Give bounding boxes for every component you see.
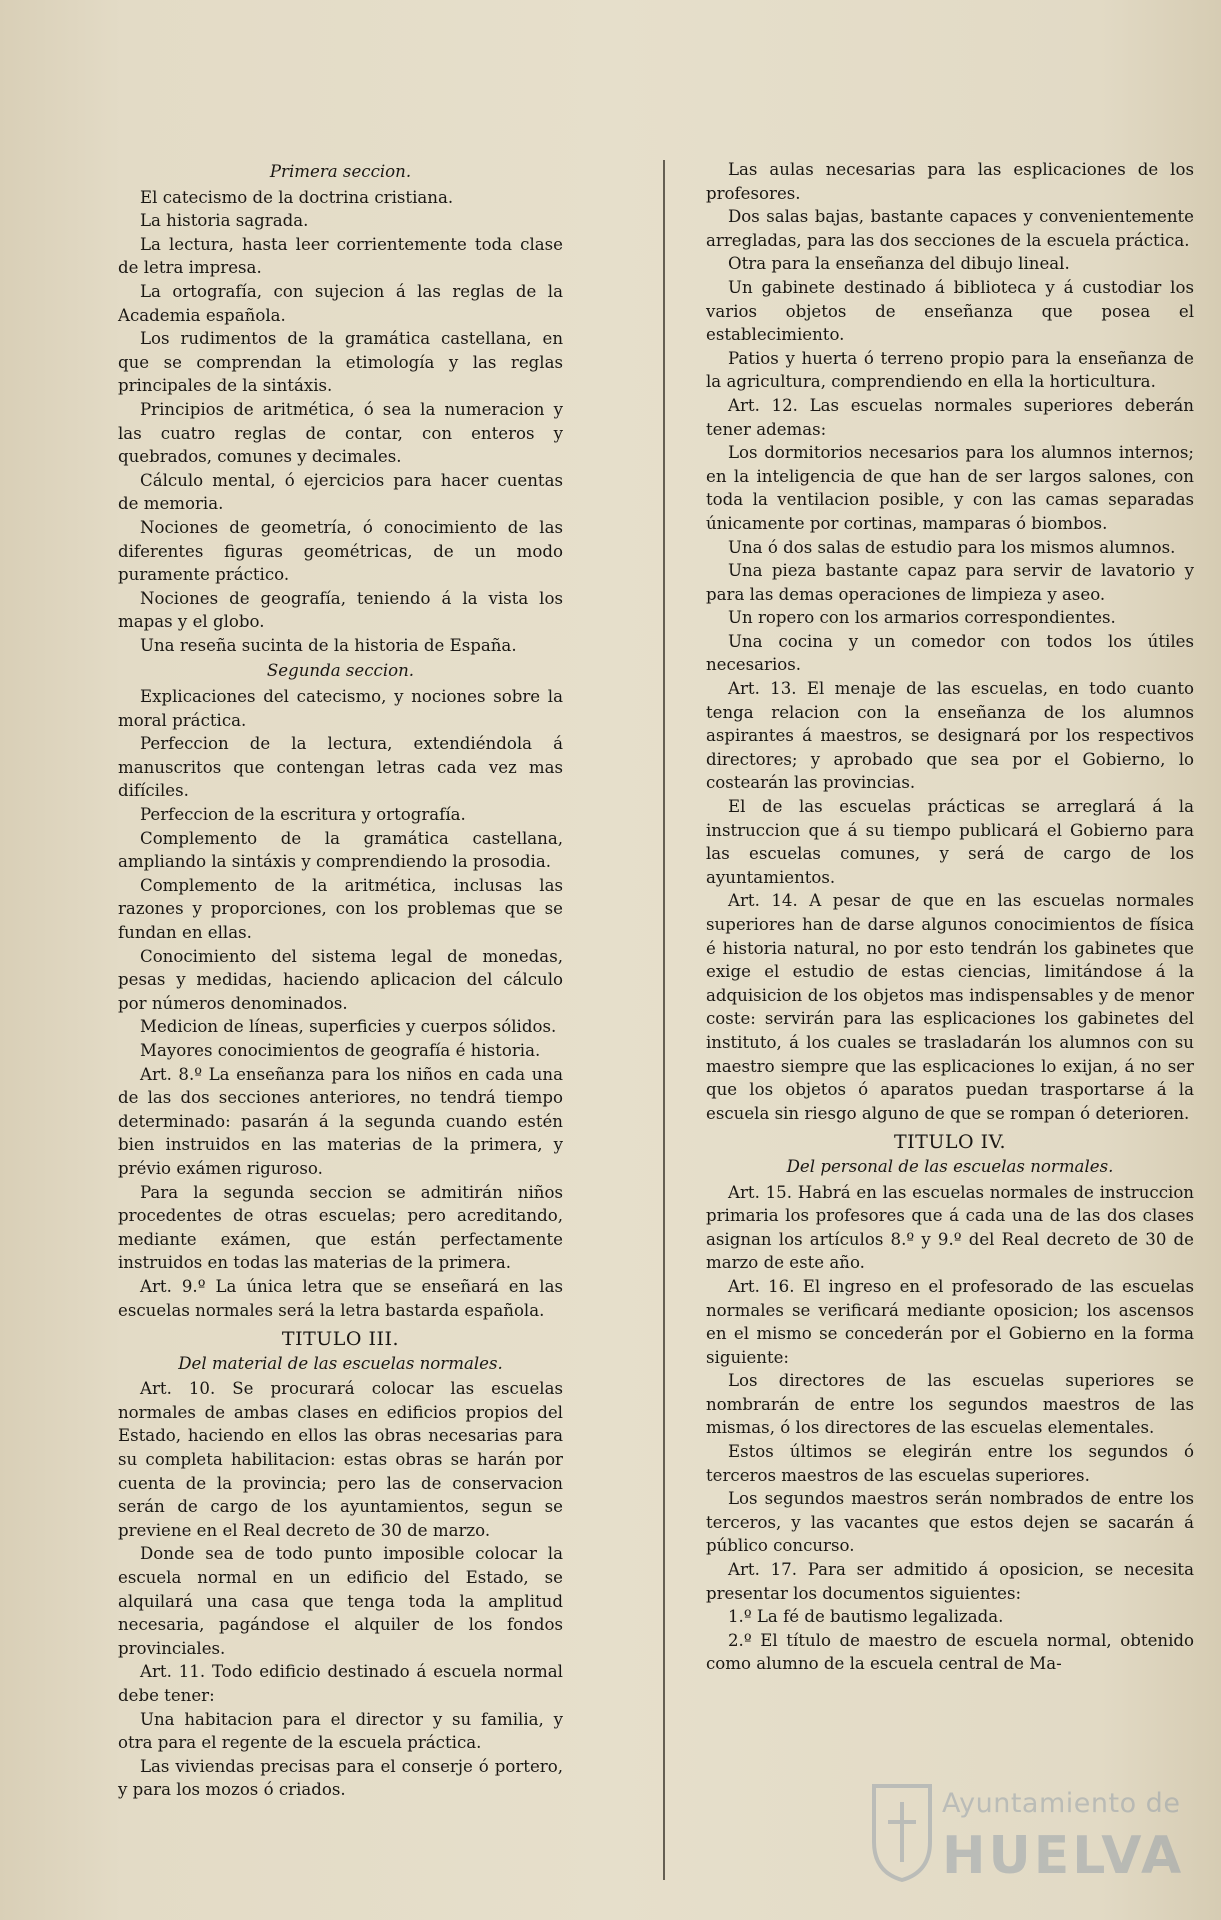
- paragraph: Conocimiento del sistema legal de monedas, pesas y medidas, haciendo aplicacion del cálculo por números denominados.: [118, 946, 563, 1013]
- paragraph: Las viviendas precisas para el conserje ó portero, y para los mozos ó criados.: [118, 1756, 563, 1800]
- paragraph: Art. 10. Se procurará colocar las escuelas normales de ambas clases en edificios propios del Estado, haciendo en ellos las obras necesarias para su completa habilitacion: estas obras se harán por cuenta de la provincia; pero las de conservacion serán de cargo de los ayuntamientos, segun se previene en el Real decreto de 30 de marzo.: [118, 1379, 563, 1540]
- material-paragraphs: [118, 1377, 563, 1802]
- primera-seccion-list: [118, 186, 563, 658]
- paragraph: Nociones de geometría, ó conocimiento de las diferentes figuras geométricas, de un modo puramente práctico.: [118, 517, 563, 585]
- right-top-paragraphs: [706, 158, 1194, 1125]
- paragraph: Para la segunda seccion se admitirán niños procedentes de otras escuelas; pero acreditando, mediante exámen, que están perfectamente instruidos en todas las materias de la primera.: [118, 1182, 563, 1273]
- paragraph: 2.º El título de maestro de escuela normal, obtenido como alumno de la escuela central de Ma-: [706, 1630, 1194, 1674]
- paragraph: La ortografía, con sujecion á las reglas de la Academia española.: [118, 281, 563, 325]
- segunda-seccion-list: [118, 685, 563, 1322]
- paragraph: El de las escuelas prácticas se arreglará á la instruccion que á su tiempo publicará el Gobierno para las escuelas comunes, y será de cargo de los ayuntamientos.: [706, 797, 1194, 887]
- paragraph: Una ó dos salas de estudio para los mismos alumnos.: [728, 537, 1176, 557]
- paragraph: Cálculo mental, ó ejercicios para hacer cuentas de memoria.: [118, 470, 563, 514]
- left-column: [118, 158, 563, 1802]
- paragraph: Art. 16. El ingreso en el profesorado de las escuelas normales se verificará mediante oposicion; los ascensos en el mismo se concederán por el Gobierno en la forma siguiente:: [706, 1276, 1194, 1367]
- titulo-iv-heading: TITULO IV.: [893, 1131, 1007, 1154]
- paragraph: Un ropero con los armarios correspondientes.: [728, 608, 1116, 628]
- titulo-iv-subtitle: Del personal de las escuelas normales.: [786, 1156, 1114, 1176]
- paragraph: Complemento de la aritmética, inclusas las razones y proporciones, con los problemas que se fundan en ellas.: [118, 875, 563, 942]
- paragraph: El catecismo de la doctrina cristiana.: [140, 187, 454, 207]
- paragraph: Art. 14. A pesar de que en las escuelas normales superiores han de darse algunos conocimientos de física é historia natural, no por esto tendrán los gabinetes que exige el estudio de estas ciencias, limitándose á la adquisicion de los objetos mas indispensables y de menor coste: servirán para las esplicaciones los gabinetes del instituto, á los cuales se trasladarán los alumnos con su maestro siempre que las esplicaciones lo exijan, á no ser que los objetos ó aparatos puedan trasportarse á la escuela sin riesgo alguno de que se rompan ó deterioren.: [706, 891, 1194, 1123]
- paragraph: Art. 15. Habrá en las escuelas normales de instruccion primaria los profesores que á cada una de las dos clases asignan los artículos 8.º y 9.º del Real decreto de 30 de marzo de este año.: [706, 1182, 1194, 1273]
- paragraph: Una reseña sucinta de la historia de España.: [140, 635, 517, 655]
- paragraph: Art. 17. Para ser admitido á oposicion, se necesita presentar los documentos siguientes:: [706, 1560, 1194, 1603]
- paragraph: Donde sea de todo punto imposible colocar la escuela normal en un edificio del Estado, se alquilará una casa que tenga toda la amplitud necesaria, pagándose el alquiler de los fondos provinciales.: [118, 1544, 563, 1658]
- paragraph: Patios y huerta ó terreno propio para la enseñanza de la agricultura, comprendiendo en ella la horticultura.: [706, 348, 1194, 392]
- paragraph: Art. 8.º La enseñanza para los niños en cada una de las dos secciones anteriores, no tendrá tiempo determinado: pasarán á la segunda cuando estén bien instruidos en las materias de la primera, y prévio exámen riguroso.: [118, 1064, 563, 1178]
- paragraph: Los dormitorios necesarios para los alumnos internos; en la inteligencia de que han de ser largos salones, con toda la ventilacion posible, y con las camas separadas únicamente por cortinas, mamparas ó biombos.: [706, 443, 1194, 533]
- paragraph: Los directores de las escuelas superiores se nombrarán de entre los segundos maestros de las mismas, ó los directores de las escuelas elementales.: [706, 1371, 1194, 1438]
- paragraph: Estos últimos se elegirán entre los segundos ó terceros maestros de las escuelas superiores.: [706, 1442, 1194, 1485]
- paragraph: Art. 9.º La única letra que se enseñará en las escuelas normales será la letra bastarda española.: [118, 1276, 563, 1320]
- ayuntamiento-watermark: [870, 1782, 1200, 1892]
- paragraph: Art. 11. Todo edificio destinado á escuela normal debe tener:: [118, 1662, 563, 1705]
- paragraph: Explicaciones del catecismo, y nociones sobre la moral práctica.: [118, 687, 563, 730]
- coat-of-arms-icon: [870, 1782, 934, 1882]
- paragraph: Mayores conocimientos de geografía é historia.: [140, 1040, 541, 1060]
- heading-segunda-seccion: Segunda seccion.: [266, 661, 415, 681]
- personal-paragraphs: [706, 1181, 1194, 1676]
- paragraph: Otra para la enseñanza del dibujo lineal.: [728, 254, 1070, 274]
- watermark-line1: Ayuntamiento de: [942, 1788, 1181, 1819]
- titulo-iii-heading: TITULO III.: [281, 1328, 400, 1351]
- paragraph: Dos salas bajas, bastante capaces y convenientemente arregladas, para las dos secciones de la escuela práctica.: [706, 207, 1194, 250]
- paragraph: Art. 13. El menaje de las escuelas, en todo cuanto tenga relacion con la enseñanza de los alumnos aspirantes á maestros, se designará por los respectivos directores; y aprobado que sea por el Gobierno, lo costearán las provincias.: [706, 679, 1194, 793]
- titulo-iii-subtitle: Del material de las escuelas normales.: [178, 1353, 503, 1373]
- paragraph: Nociones de geografía, teniendo á la vista los mapas y el globo.: [118, 588, 563, 632]
- paragraph: Una cocina y un comedor con todos los útiles necesarios.: [706, 631, 1194, 675]
- paragraph: Los segundos maestros serán nombrados de entre los terceros, y las vacantes que estos dejen se sacarán á público concurso.: [706, 1489, 1194, 1556]
- heading-primera-seccion: Primera seccion.: [269, 162, 412, 181]
- paragraph: Una habitacion para el director y su familia, y otra para el regente de la escuela práctica.: [118, 1709, 563, 1753]
- paragraph: Complemento de la gramática castellana, ampliando la sintáxis y comprendiendo la prosodia.: [118, 828, 563, 872]
- paragraph: Medicion de líneas, superficies y cuerpos sólidos.: [140, 1017, 557, 1037]
- paragraph: 1.º La fé de bautismo legalizada.: [728, 1607, 1004, 1627]
- paragraph: Principios de aritmética, ó sea la numeracion y las cuatro reglas de contar, con enteros y quebrados, comunes y decimales.: [118, 399, 563, 467]
- paragraph: Los rudimentos de la gramática castellana, en que se comprendan la etimología y las reglas principales de la sintáxis.: [118, 329, 563, 396]
- watermark-line2: HUELVA: [942, 1826, 1185, 1886]
- paragraph: Un gabinete destinado á biblioteca y á custodiar los varios objetos de enseñanza que posea el establecimiento.: [706, 277, 1194, 345]
- right-column: [706, 158, 1194, 1676]
- column-divider: [663, 160, 665, 1880]
- paragraph: Perfeccion de la lectura, extendiéndola á manuscritos que contengan letras cada vez mas difíciles.: [118, 734, 563, 801]
- paragraph: La lectura, hasta leer corrientemente toda clase de letra impresa.: [118, 234, 563, 278]
- paragraph: Art. 12. Las escuelas normales superiores deberán tener ademas:: [706, 395, 1194, 439]
- paragraph: Perfeccion de la escritura y ortografía.: [140, 805, 466, 825]
- paragraph: La historia sagrada.: [140, 211, 309, 231]
- paragraph: Una pieza bastante capaz para servir de lavatorio y para las demas operaciones de limpieza y aseo.: [706, 561, 1194, 604]
- paragraph: Las aulas necesarias para las esplicaciones de los profesores.: [706, 160, 1194, 203]
